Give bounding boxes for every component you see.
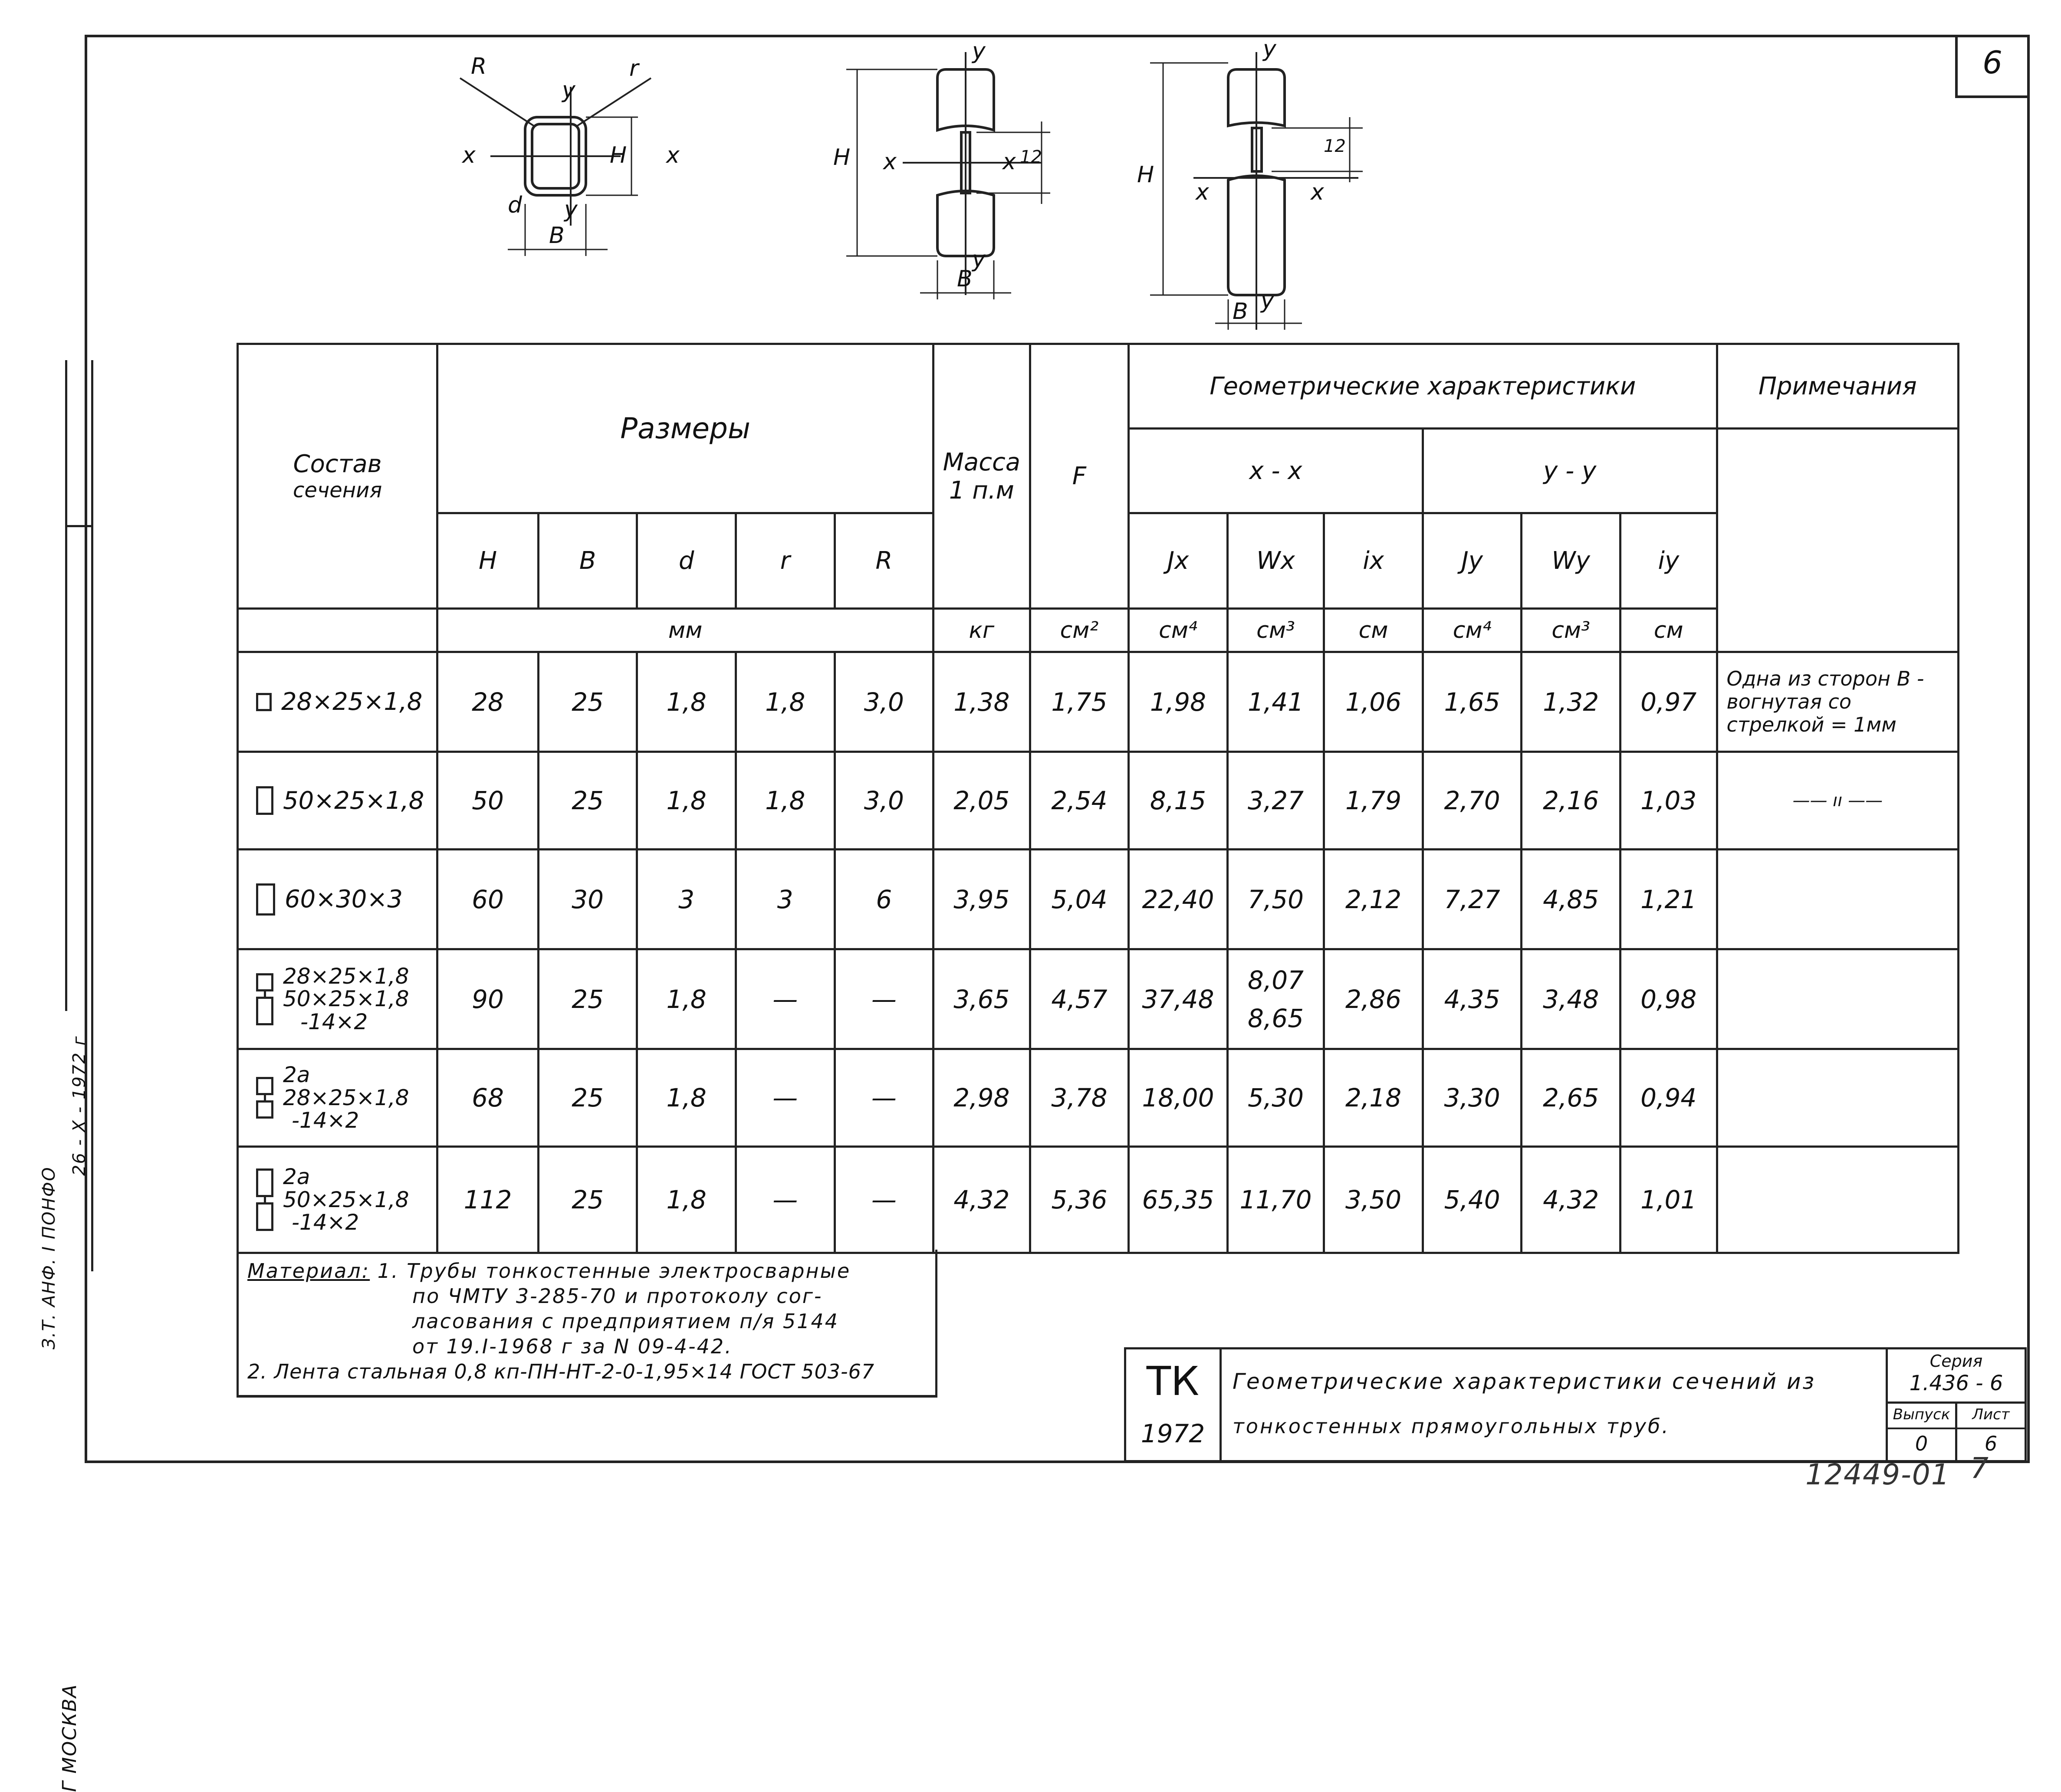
s1-label-x-left: x: [462, 142, 476, 168]
s1-label-B: B: [549, 223, 565, 249]
issue-label: Выпуск: [1893, 1406, 1950, 1423]
row4-mass: 3,65: [934, 949, 1030, 1049]
row1-Wy: 1,32: [1522, 652, 1621, 752]
axis-xx-header: x - x: [1129, 429, 1423, 513]
mass-header: [934, 344, 1030, 609]
col-Wy: Wy: [1522, 513, 1621, 609]
sheet-label: Лист: [1972, 1406, 2010, 1423]
table-row: [238, 752, 1959, 850]
unit-mass: кг: [934, 609, 1030, 652]
row2-R: 3,0: [835, 752, 934, 850]
material-line3: ласования с предприятием п/я 5144: [412, 1310, 839, 1333]
table-row: [238, 850, 1959, 949]
row6-ix: 3,50: [1324, 1147, 1423, 1253]
table-row: [238, 949, 1959, 1049]
material-label: Материал:: [247, 1259, 370, 1283]
row4-iy: 0,98: [1620, 949, 1717, 1049]
row5-d: 1,8: [637, 1049, 736, 1147]
row3-Wy: 4,85: [1522, 850, 1621, 949]
row5-H: 68: [437, 1049, 539, 1147]
series-value: 1.436 - 6: [1909, 1371, 2003, 1395]
s1-label-d: d: [508, 192, 523, 218]
row1-R: 3,0: [835, 652, 934, 752]
table-row: [238, 1049, 1959, 1147]
row3-iy: 1,21: [1620, 850, 1717, 949]
material-line1: 1. Трубы тонкостенные электросварные: [377, 1259, 851, 1283]
row4-composition-line2: 50×25×1,8: [283, 986, 409, 1012]
row1-mass: 1,38: [934, 652, 1030, 752]
axis-yy-header: y - y: [1423, 429, 1717, 513]
s1-label-x-right: x: [666, 142, 680, 168]
row5-B: 25: [538, 1049, 637, 1147]
row4-note: [1717, 949, 1958, 1049]
row6-Jy: 5,40: [1423, 1147, 1522, 1253]
sheet-number: 6: [1982, 44, 2002, 81]
table-row: [238, 1147, 1959, 1253]
composition-header: [238, 344, 437, 609]
row3-r: 3: [736, 850, 835, 949]
unit-ix: см: [1324, 609, 1423, 652]
row5-F: 3,78: [1030, 1049, 1129, 1147]
material-line5: 2. Лента стальная 0,8 кп-ПН-НТ-2-0-1,95×14 ГОСТ 503-67: [247, 1360, 875, 1383]
row1-iy: 0,97: [1620, 652, 1717, 752]
s3-label-x-left: x: [1196, 179, 1209, 205]
row4-H: 90: [437, 949, 539, 1049]
row6-d: 1,8: [637, 1147, 736, 1253]
row3-H: 60: [437, 850, 539, 949]
unit-area: см²: [1030, 609, 1129, 652]
row6-note: [1717, 1147, 1958, 1253]
row3-composition: [238, 850, 437, 949]
row1-note: Одна из сторон B - вогнутая со стрелкой = 1мм: [1717, 652, 1958, 752]
page-index: 7: [1970, 1451, 1989, 1485]
row1-composition: [238, 652, 437, 752]
s3-label-H: H: [1137, 162, 1154, 188]
row2-composition: [238, 752, 437, 850]
row4-B: 25: [538, 949, 637, 1049]
side-stamp: [39, 360, 93, 1792]
unit-Wy: см³: [1522, 609, 1621, 652]
combined-tube-icon: [256, 1168, 273, 1231]
issue-value: 0: [1915, 1432, 1928, 1455]
row6-Wy: 4,32: [1522, 1147, 1621, 1253]
row5-Wy: 2,65: [1522, 1049, 1621, 1147]
s2-label-B: B: [957, 266, 973, 292]
s2-label-x-right: x: [1003, 149, 1016, 175]
col-ix: ix: [1324, 513, 1423, 609]
row1-composition-text: 28×25×1,8: [281, 688, 423, 716]
title-line1: Геометрические характеристики сечений из: [1233, 1369, 1816, 1394]
unit-iy: см: [1620, 609, 1717, 652]
row5-composition-line1: 2a 28×25×1,8: [283, 1062, 409, 1110]
row3-note: [1717, 850, 1958, 949]
col-Jx: Jx: [1129, 513, 1228, 609]
row2-H: 50: [437, 752, 539, 850]
row6-iy: 1,01: [1620, 1147, 1717, 1253]
row2-ix: 1,79: [1324, 752, 1423, 850]
combined-tube-icon: [256, 1077, 273, 1119]
row6-mass: 4,32: [934, 1147, 1030, 1253]
col-Wx: Wx: [1227, 513, 1324, 609]
row2-iy: 1,03: [1620, 752, 1717, 850]
row6-composition-line1: 2a 50×25×1,8: [283, 1164, 409, 1212]
sheet-value: 6: [1984, 1432, 1998, 1455]
s2-label-gap: 12: [1020, 147, 1042, 167]
row3-B: 30: [538, 850, 637, 949]
row3-Jy: 7,27: [1423, 850, 1522, 949]
mass-header-line2: 1 п.м: [949, 476, 1014, 505]
row5-mass: 2,98: [934, 1049, 1030, 1147]
row1-Jy: 1,65: [1423, 652, 1522, 752]
row4-composition-line3: -14×2: [300, 1009, 368, 1034]
row6-Jx: 65,35: [1129, 1147, 1228, 1253]
row3-mass: 3,95: [934, 850, 1030, 949]
drawing-number: 12449-01: [1805, 1458, 1950, 1491]
row5-note: [1717, 1049, 1958, 1147]
tube-icon: [256, 786, 273, 815]
row1-d: 1,8: [637, 652, 736, 752]
row4-Wx-bottom: 8,65: [1247, 1003, 1304, 1033]
row3-ix: 2,12: [1324, 850, 1423, 949]
combined-tube-icon: [256, 973, 273, 1025]
row3-Jx: 22,40: [1129, 850, 1228, 949]
row3-F: 5,04: [1030, 850, 1129, 949]
row4-Wx-top: 8,07: [1247, 965, 1304, 995]
row4-F: 4,57: [1030, 949, 1129, 1049]
material-line4: от 19.I-1968 г за N 09-4-42.: [412, 1335, 733, 1358]
row6-composition: [238, 1147, 437, 1253]
s3-label-B: B: [1233, 299, 1248, 325]
s1-label-r: r: [629, 56, 639, 82]
row1-Wx: 1,41: [1227, 652, 1324, 752]
col-H: H: [437, 513, 539, 609]
row3-composition-text: 60×30×3: [285, 885, 403, 913]
col-R: R: [835, 513, 934, 609]
section-properties-table: [237, 343, 1959, 1254]
mass-header-line1: Масса: [943, 448, 1021, 476]
unit-dims: мм: [437, 609, 934, 652]
row2-mass: 2,05: [934, 752, 1030, 850]
row5-composition: [238, 1049, 437, 1147]
col-r: r: [736, 513, 835, 609]
row5-ix: 2,18: [1324, 1049, 1423, 1147]
row4-composition: [238, 949, 437, 1049]
title-line2: тонкостенных прямоугольных труб.: [1233, 1415, 1670, 1438]
composition-header-line1: Состав: [293, 450, 382, 478]
row6-B: 25: [538, 1147, 637, 1253]
row6-H: 112: [437, 1147, 539, 1253]
s2-label-y-bottom: y: [972, 246, 986, 272]
material-notes: [247, 1258, 942, 1384]
composition-header-line2: сечения: [293, 478, 382, 502]
row6-R: —: [835, 1147, 934, 1253]
row1-ix: 1,06: [1324, 652, 1423, 752]
col-d: d: [637, 513, 736, 609]
s3-label-x-right: x: [1311, 179, 1324, 205]
units-blank: [238, 609, 437, 652]
s1-label-y-bottom: y: [564, 197, 578, 223]
row2-B: 25: [538, 752, 637, 850]
row2-r: 1,8: [736, 752, 835, 850]
row1-F: 1,75: [1030, 652, 1129, 752]
s2-label-H: H: [833, 144, 851, 171]
row4-Wy: 3,48: [1522, 949, 1621, 1049]
row2-Jy: 2,70: [1423, 752, 1522, 850]
row6-Wx: 11,70: [1227, 1147, 1324, 1253]
registration: З.Т. АНФ. І ПОНФО: [39, 1166, 59, 1349]
row2-Jx: 8,15: [1129, 752, 1228, 850]
row5-composition-line2: -14×2: [292, 1108, 359, 1133]
unit-Wx: см³: [1227, 609, 1324, 652]
org-code: ТК: [1146, 1358, 1200, 1405]
row3-Wx: 7,50: [1227, 850, 1324, 949]
row3-R: 6: [835, 850, 934, 949]
row4-ix: 2,86: [1324, 949, 1423, 1049]
row5-R: —: [835, 1049, 934, 1147]
dimensions-header: Размеры: [437, 344, 934, 513]
row4-Wx: [1227, 949, 1324, 1049]
row2-Wy: 2,16: [1522, 752, 1621, 850]
row3-d: 3: [637, 850, 736, 949]
row5-r: —: [736, 1049, 835, 1147]
row5-iy: 0,94: [1620, 1049, 1717, 1147]
series-label: Серия: [1930, 1352, 1983, 1371]
s1-label-H: H: [610, 142, 627, 168]
col-iy: iy: [1620, 513, 1717, 609]
table-row: [238, 652, 1959, 752]
geom-header: Геометрические характеристики: [1129, 344, 1717, 429]
row1-Jx: 1,98: [1129, 652, 1228, 752]
row4-Jy: 4,35: [1423, 949, 1522, 1049]
row6-F: 5,36: [1030, 1147, 1129, 1253]
row2-d: 1,8: [637, 752, 736, 850]
row2-composition-text: 50×25×1,8: [283, 786, 424, 815]
release-value: 26 - X - 1972 г: [69, 1035, 89, 1176]
s3-label-y-top: y: [1263, 36, 1276, 62]
s1-label-y-top: y: [562, 77, 575, 103]
row4-R: —: [835, 949, 934, 1049]
area-header: F: [1030, 344, 1129, 609]
row6-composition-line2: -14×2: [292, 1210, 359, 1235]
row2-note: —— ıı ——: [1717, 752, 1958, 850]
s2-label-x-left: x: [883, 149, 897, 175]
unit-Jx: см⁴: [1129, 609, 1228, 652]
row5-Jy: 3,30: [1423, 1049, 1522, 1147]
cross-section-sketches: [0, 0, 2061, 338]
s2-label-y-top: y: [972, 38, 986, 64]
row1-r: 1,8: [736, 652, 835, 752]
col-B: B: [538, 513, 637, 609]
notes-header: Примечания: [1717, 344, 1958, 429]
unit-Jy: см⁴: [1423, 609, 1522, 652]
row1-B: 25: [538, 652, 637, 752]
row4-d: 1,8: [637, 949, 736, 1049]
material-line2: по ЧМТУ 3-285-70 и протоколу сог-: [412, 1284, 823, 1308]
title-block: [1124, 1347, 2027, 1462]
s3-label-y-bottom: y: [1261, 288, 1274, 314]
city: Г МОСКВА: [59, 1684, 81, 1792]
row4-Jx: 37,48: [1129, 949, 1228, 1049]
col-Jy: Jy: [1423, 513, 1522, 609]
row5-Jx: 18,00: [1129, 1049, 1228, 1147]
row4-r: —: [736, 949, 835, 1049]
s3-label-gap: 12: [1324, 136, 1346, 156]
tube-icon: [256, 883, 275, 916]
row6-r: —: [736, 1147, 835, 1253]
year: 1972: [1141, 1419, 1205, 1448]
row5-Wx: 5,30: [1227, 1049, 1324, 1147]
s1-label-R: R: [471, 53, 487, 79]
tube-icon: [256, 693, 272, 711]
row2-Wx: 3,27: [1227, 752, 1324, 850]
row2-F: 2,54: [1030, 752, 1129, 850]
notes-header-spacer: [1717, 429, 1958, 652]
row4-composition-line1: 28×25×1,8: [283, 963, 409, 989]
row1-H: 28: [437, 652, 539, 752]
